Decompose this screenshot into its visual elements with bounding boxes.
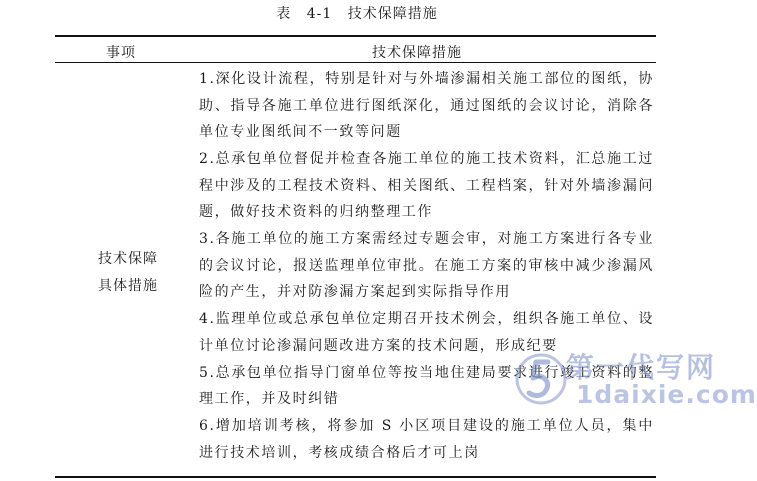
- table-header-rule: [55, 62, 656, 63]
- measure-item-6: 6.增加培训考核，将参加 S 小区项目建设的施工单位人员，集中进行技术培训，考核成绩合格后才可上岗: [199, 418, 654, 461]
- watermark-domain: 1daixie.com: [576, 380, 757, 409]
- table-caption: 表 4-1 技术保障措施: [276, 6, 438, 22]
- table-bottom-rule: [55, 476, 656, 478]
- measure-item-5: 5.总承包单位指导门窗单位等按当地住建局要求进行竣工资料的整理工作，并及时纠错: [199, 364, 654, 407]
- table-top-rule: [55, 35, 656, 37]
- measure-item-3: 3.各施工单位的施工方案需经过专题会审，对施工方案进行各专业的会议讨论，报送监理单位审批。在施工方案的审核中减少渗漏风险的产生，并对防渗漏方案起到实际指导作用: [199, 231, 654, 300]
- item-label-line-2: 具体措施: [98, 278, 158, 294]
- measure-item-2: 2.总承包单位督促并检查各施工单位的施工技术资料，汇总施工过程中涉及的工程技术资料、相关图纸、工程档案，针对外墙渗漏问题，做好技术资料的归纳整理工作: [199, 151, 654, 220]
- measure-item-4: 4.监理单位或总承包单位定期召开技术例会，组织各施工单位、设计单位讨论渗漏问题改进方案的技术问题，形成纪要: [199, 311, 654, 354]
- measures-list: [199, 66, 654, 466]
- measure-item-1: 1.深化设计流程，特别是针对与外墙渗漏相关施工部位的图纸，协助、指导各施工单位进行图纸深化，通过图纸的会议讨论，消除各单位专业图纸间不一致等问题: [199, 71, 654, 140]
- header-item: 事项: [106, 45, 136, 61]
- item-label-line-1: 技术保障: [98, 251, 158, 267]
- header-measures: 技术保障措施: [372, 45, 462, 61]
- item-label: [88, 246, 168, 300]
- watermark-title: 第一代写网: [566, 351, 717, 384]
